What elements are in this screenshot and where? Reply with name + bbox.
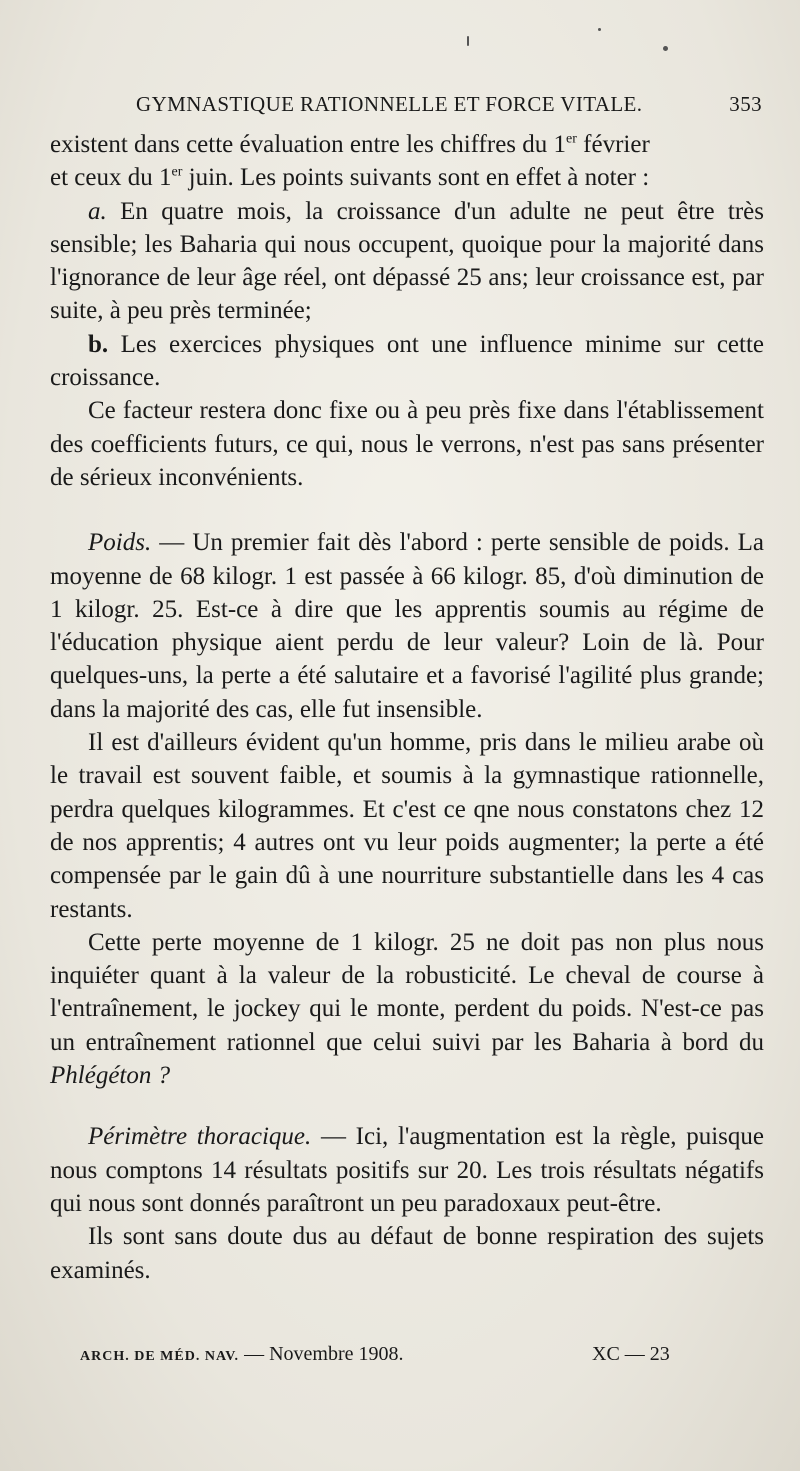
point-a-text: En quatre mois, la croissance d'un adulte ne peut être très sensible; les Baharia qui nous occupent, quoique pour la majorité dans l'ignorance de leur âge réel, ont dépassé 25 ans; leur croissance est, par suite, à peu près terminée; xyxy=(50,197,765,325)
scan-speck xyxy=(598,28,601,31)
scan-speck xyxy=(663,46,668,51)
poids-heading: Poids. xyxy=(88,529,152,557)
paragraph-milieu-arabe xyxy=(50,726,764,926)
paragraph-point-b xyxy=(50,328,764,395)
poids-text: — Un premier fait dès l'abord : perte sensible de poids. La moyenne de 68 kilogr. 1 est passée à 66 kilogr. 85, d'où diminution de 1 kilogr. 25. Est-ce à dire que les apprentis soumis au régime de l'éducation physique aient perdu de leur valeur? Loin de là. Pour quelques-uns, la perte a été salutaire et a favorisé l'agilité plus grande; dans la majorité des cas, elle fut insensible. xyxy=(50,529,765,723)
page-number: 353 xyxy=(729,92,762,116)
perimetre-heading: Périmètre thoracique. xyxy=(88,1123,312,1151)
running-title: GYMNASTIQUE RATIONNELLE ET FORCE VITALE. xyxy=(136,92,643,116)
point-a-label: a. xyxy=(88,197,107,225)
signature-mark: XC — 23 xyxy=(592,1343,670,1365)
paragraph-poids xyxy=(50,526,764,726)
page-footer xyxy=(80,1343,720,1373)
continuation-line-2: et ceux du 1er juin. Les points suivants sont en effet à noter : xyxy=(50,164,650,192)
paragraph-respiration xyxy=(50,1220,764,1287)
paragraph-perimetre xyxy=(50,1120,764,1220)
issue-date: — Novembre 1908. xyxy=(244,1343,404,1365)
continuation-line-1: existent dans cette évaluation entre les chiffres du 1er février xyxy=(50,131,650,158)
point-b-label: b. xyxy=(88,330,109,358)
point-b-text: Les exercices physiques ont une influence minime sur cette croissance. xyxy=(50,330,764,392)
journal-name: ARCH. DE MÉD. NAV. xyxy=(80,1349,240,1364)
page-body xyxy=(50,128,764,1287)
footer-source xyxy=(80,1343,403,1366)
perte-moyenne-text: Cette perte moyenne de 1 kilogr. 25 ne doit pas non plus nous inquiéter quant à la valeur de la robusticité. Le cheval de course à l'entraînement, le jockey qui le monte, perdent du poids. N'est-ce pas un entraînement rationnel que celui suivi par les Baharia à bord du xyxy=(50,928,764,1056)
respiration-text: Ils sont sans doute dus au défaut de bonne respiration des sujets examinés. xyxy=(50,1223,764,1284)
ship-name: Phlégéton ? xyxy=(50,1062,171,1090)
perimetre-text: — Ici, l'augmentation est la règle, puisque nous comptons 14 résultats positifs sur 20. Les trois résultats négatifs qui nous sont donnés paraîtront un peu paradoxaux peut-être. xyxy=(50,1123,764,1217)
milieu-arabe-text: Il est d'ailleurs évident qu'un homme, pris dans le milieu arabe où le travail est souvent faible, et soumis à la gymnastique rationnelle, perdra quelques kilogrammes. Et c'est ce qne nous constatons chez 12 de nos apprentis; 4 autres ont vu leur poids augmenter; la perte a été compensée par le gain dû à une nourriture substantielle dans les 4 cas restants. xyxy=(50,729,764,923)
paragraph-factor xyxy=(50,394,764,494)
scan-speck xyxy=(467,36,469,46)
paragraph-perte-moyenne xyxy=(50,926,764,1092)
paragraph-point-a xyxy=(50,195,764,328)
running-header xyxy=(136,92,762,120)
factor-text: Ce facteur restera donc fixe ou à peu près fixe dans l'établissement des coefficients futurs, ce qui, nous le verrons, n'est pas sans présenter de sérieux inconvénients. xyxy=(50,397,764,491)
paragraph-continuation xyxy=(50,128,764,195)
